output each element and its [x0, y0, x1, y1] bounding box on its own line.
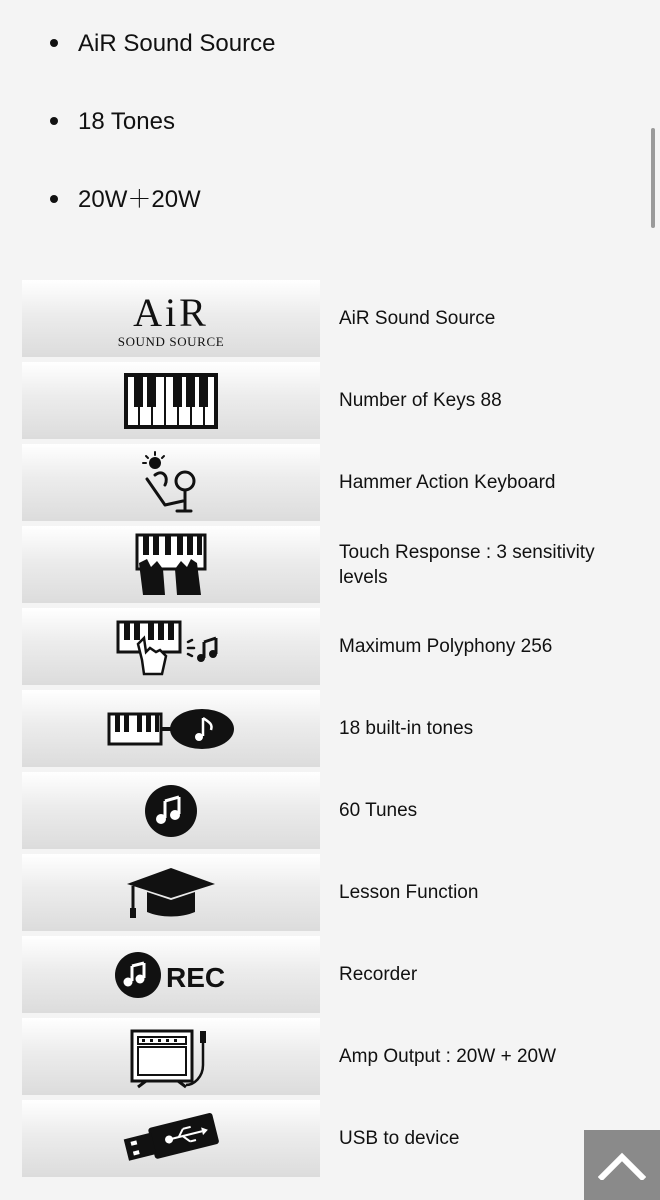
logo-main-text: AiR: [133, 289, 209, 335]
spec-label: Recorder: [339, 964, 418, 985]
feature-label: 20W＋20W: [78, 186, 201, 213]
spec-label: 18 built-in tones: [339, 718, 474, 739]
hammer-action-icon: [22, 444, 320, 521]
spec-label: Amp Output : 20W + 20W: [339, 1046, 557, 1067]
spec-row: [22, 936, 642, 1013]
spec-row: [22, 608, 642, 685]
feature-item: [50, 107, 175, 137]
rec-label: REC: [166, 961, 226, 993]
spec-label: AiR Sound Source: [339, 308, 496, 329]
logo-sub-text: SOUND SOURCE: [117, 333, 225, 349]
recorder-icon: [22, 936, 320, 1013]
spec-row: [22, 362, 642, 439]
spec-row: [22, 1100, 642, 1177]
spec-label: Touch Response : 3 sensitivity levels: [339, 541, 595, 588]
spec-label: Number of Keys 88: [339, 390, 502, 411]
air-sound-source-logo: [22, 280, 320, 357]
spec-label: 60 Tunes: [339, 800, 418, 821]
feature-label: 18 Tones: [78, 108, 175, 135]
amplifier-icon: [22, 1018, 320, 1095]
bullet-dot: [50, 39, 58, 47]
spec-row: [22, 854, 642, 931]
spec-label: Maximum Polyphony 256: [339, 636, 553, 657]
built-in-tones-icon: [22, 690, 320, 767]
spec-row: [22, 526, 642, 603]
piano-keys-icon: [22, 362, 320, 439]
tunes-icon: [22, 772, 320, 849]
feature-item: [50, 29, 275, 59]
polyphony-icon: [22, 608, 320, 685]
touch-response-icon: [22, 526, 320, 603]
scrollbar[interactable]: [651, 128, 655, 228]
lesson-icon: [22, 854, 320, 931]
back-to-top-button[interactable]: [584, 1130, 660, 1200]
bullet-dot: [50, 195, 58, 203]
bullet-dot: [50, 117, 58, 125]
spec-label: USB to device: [339, 1128, 460, 1149]
spec-row: [22, 1018, 642, 1095]
spec-row: [22, 444, 642, 521]
feature-item: [50, 185, 201, 215]
usb-icon: [22, 1100, 320, 1177]
spec-row: [22, 280, 642, 357]
spec-row: [22, 690, 642, 767]
feature-label: AiR Sound Source: [78, 30, 276, 57]
spec-row: [22, 772, 642, 849]
chevron-up-icon: [598, 1150, 646, 1180]
spec-label: Hammer Action Keyboard: [339, 472, 556, 493]
spec-label: Lesson Function: [339, 882, 479, 903]
